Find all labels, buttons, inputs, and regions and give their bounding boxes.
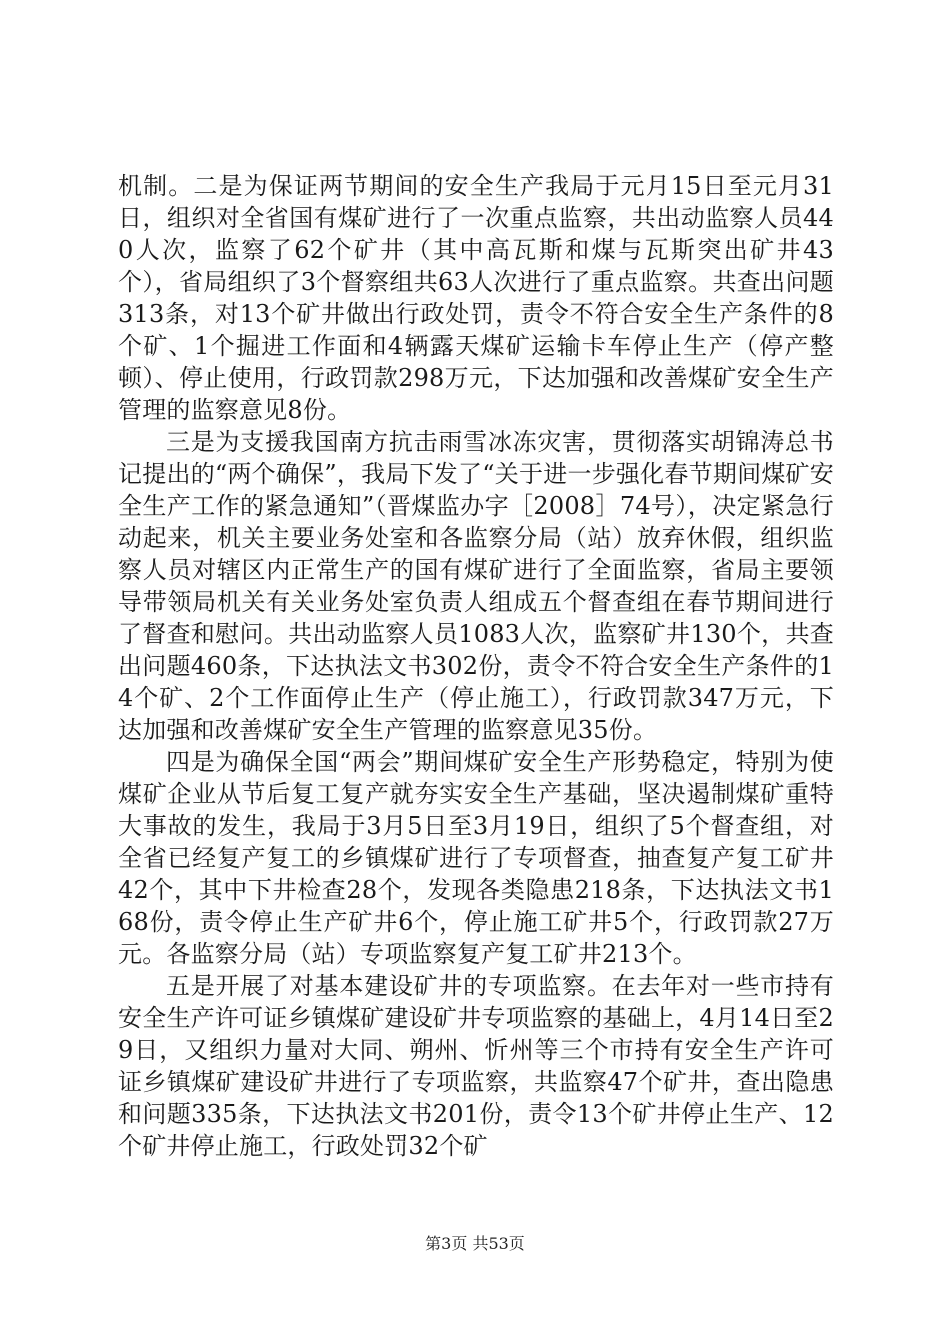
paragraph-3: 四是为确保全国“两会”期间煤矿安全生产形势稳定，特别为使煤矿企业从节后复工复产就夯实安全生产基础，坚决遏制煤矿重特大事故的发生，我局于3月5日至3月19日，组织了5个督查组，对全省已经复产复工的乡镇煤矿进行了专项督查，抽查复产复工矿井42个，其中下井检查28个，发现各类隐患218条，下达执法文书168份，责令停止生产矿井6个，停止施工矿井5个，行政罚款27万元。各监察分局（站）专项监察复产复工矿井213个。 (118, 748, 834, 968)
paragraph-1: 机制。二是为保证两节期间的安全生产我局于元月15日至元月31日，组织对全省国有煤矿进行了一次重点监察，共出动监察人员440人次，监察了62个矿井（其中高瓦斯和煤与瓦斯突出矿井43个），省局组织了3个督察组共63人次进行了重点监察。共查出问题313条，对13个矿井做出行政处罚，责令不符合安全生产条件的8个矿、1个掘进工作面和4辆露天煤矿运输卡车停止生产（停产整顿）、停止使用，行政罚款298万元，下达加强和改善煤矿安全生产管理的监察意见8份。 (118, 172, 834, 424)
document-body (118, 170, 834, 1162)
paragraph-2: 三是为支援我国南方抗击雨雪冰冻灾害，贯彻落实胡锦涛总书记提出的“两个确保”，我局下发了“关于进一步强化春节期间煤矿安全生产工作的紧急通知”（晋煤监办字［2008］74号），决定紧急行动起来，机关主要业务处室和各监察分局（站）放弃休假，组织监察人员对辖区内正常生产的国有煤矿进行了全面监察，省局主要领导带领局机关有关业务处室负责人组成五个督查组在春节期间进行了督查和慰问。共出动监察人员1083人次，监察矿井130个，共查出问题460条，下达执法文书302份，责令不符合安全生产条件的14个矿、2个工作面停止生产（停止施工），行政罚款347万元，下达加强和改善煤矿安全生产管理的监察意见35份。 (118, 428, 834, 744)
paragraph-4: 五是开展了对基本建设矿井的专项监察。在去年对一些市持有安全生产许可证乡镇煤矿建设矿井专项监察的基础上，4月14日至29日，又组织力量对大同、朔州、忻州等三个市持有安全生产许可证乡镇煤矿建设矿井进行了专项监察，共监察47个矿井，查出隐患和问题335条，下达执法文书201份，责令13个矿井停止生产、12个矿井停止施工，行政处罚32个矿 (118, 972, 834, 1160)
page-number-footer: 第3页 共53页 (425, 1234, 525, 1253)
